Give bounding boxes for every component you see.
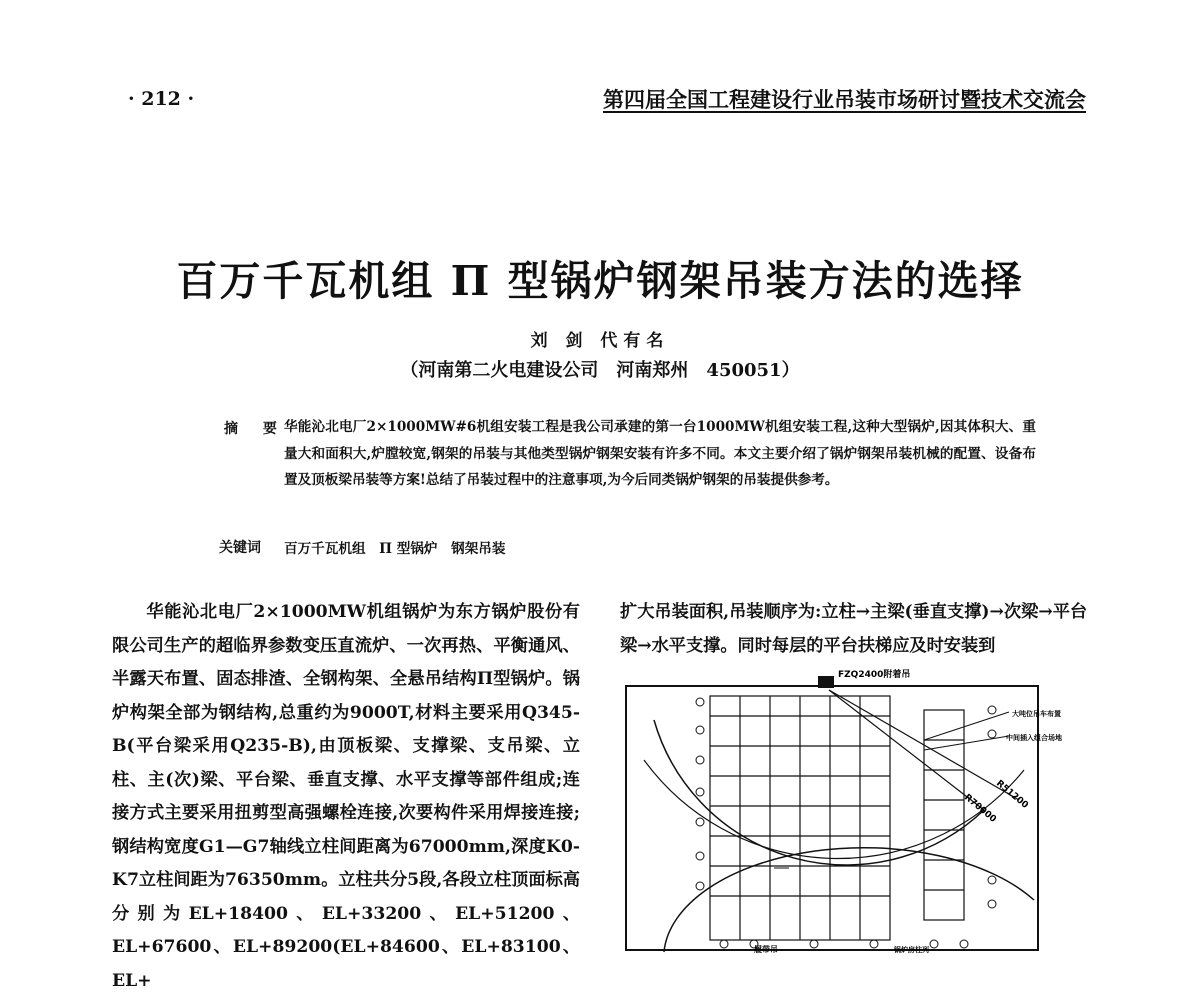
swing-arc-2 bbox=[644, 760, 1024, 859]
radius-label-2: R70000 bbox=[962, 792, 998, 825]
body-left-paragraph: 华能沁北电厂2×1000MW机组锅炉为东方锅炉股份有限公司生产的超临界参数变压直流炉、一次再热、平衡通风、半露天布置、固态排渣、全钢构架、全悬吊结构Π型锅炉。锅炉构架全部为钢结构,总重约为9000T,材料主要采用Q345-B(平台梁采用Q235-B),由顶板梁、支撑梁、支吊梁、立柱、主(次)梁、平台梁、垂直支撑、水平支撑等部件组成;连接方式主要采用扭剪型高强螺栓连接,次要构件采用焊接连接;钢结构宽度G1—G7轴线立柱间距离为67000mm,深度K0-K7立柱间距为76350mm。立柱共分5段,各段立柱顶面标高分别为EL+18400、EL+33200、EL+51200、EL+67600、EL+89200(EL+84600、EL+83100、EL+ bbox=[112, 602, 580, 991]
abstract-text: 华能沁北电厂2×1000MW#6机组安装工程是我公司承建的第一台1000MW机组安装工程,这种大型锅炉,因其体积大、重量大和面积大,炉膛较宽,钢架的吊装与其他类型锅炉钢架安装有许多不同。本文主要介绍了锅炉钢架吊装机械的配置、设备布置及顶板梁吊装等方案!总结了吊装过程中的注意事项,为今后同类锅炉钢架的吊装提供参考。 bbox=[284, 419, 1036, 488]
swing-arc-3 bbox=[664, 848, 1034, 952]
body-right-paragraph: 扩大吊装面积,吊装顺序为:立柱→主梁(垂直支撑)→次梁→平台梁→水平支撑。同时每层的平台扶梯应及时安装到 bbox=[620, 602, 1088, 656]
boiler-grid bbox=[710, 696, 890, 940]
abstract-label: 摘 要 bbox=[224, 421, 287, 437]
bottom-label-1: 履带吊 bbox=[754, 945, 778, 954]
crane-marker bbox=[818, 676, 834, 688]
bottom-label-2: 锅炉房柱列 bbox=[894, 946, 929, 954]
keywords-text: 百万千瓦机组 Π 型锅炉 钢架吊装 bbox=[284, 541, 506, 557]
note-1: 大吨位吊车布置 bbox=[1012, 710, 1061, 718]
radius-label-1: R51200 bbox=[994, 778, 1030, 811]
article-affiliation: （河南第二火电建设公司 河南郑州 450051） bbox=[400, 360, 800, 381]
note-2: 中间插入组合场地 bbox=[1006, 734, 1062, 742]
crane-label: FZQ2400附着吊 bbox=[838, 670, 911, 680]
journal-header: 第四届全国工程建设行业吊装市场研讨暨技术交流会 bbox=[603, 87, 1086, 112]
side-structure bbox=[924, 710, 964, 920]
page-number: · 212 · bbox=[128, 88, 195, 110]
body-right-column bbox=[620, 596, 1090, 663]
boom-line-2 bbox=[829, 690, 984, 810]
crane-layout-figure bbox=[624, 660, 1062, 954]
keywords-label: 关键词 bbox=[219, 540, 261, 556]
article-authors: 刘 剑 代有名 bbox=[530, 331, 670, 351]
axis-bubbles bbox=[696, 698, 996, 948]
leader-line-2 bbox=[924, 736, 1009, 750]
body-left-column bbox=[112, 596, 580, 998]
leader-line-1 bbox=[924, 712, 1009, 740]
article-title: 百万千瓦机组 Π 型锅炉钢架吊装方法的选择 bbox=[176, 257, 1024, 305]
